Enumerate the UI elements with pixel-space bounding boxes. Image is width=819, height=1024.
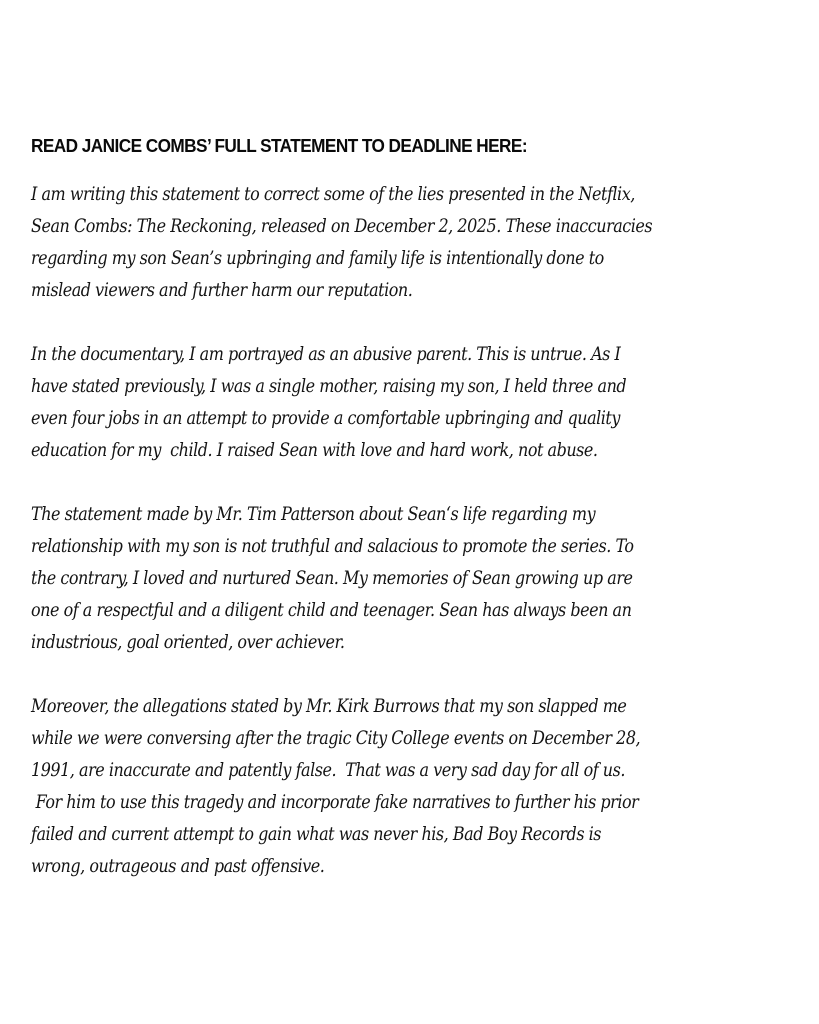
paragraph-line: one of a respectful and a diligent child and teenager. Sean has always been an	[31, 600, 632, 621]
paragraph-line: I am writing this statement to correct some of the lies presented in the Netflix,	[31, 184, 635, 205]
paragraph-documentary	[31, 339, 801, 467]
statement-heading: READ JANICE COMBS’ FULL STATEMENT TO DEADLINE HERE:	[31, 135, 528, 156]
paragraph-line: while we were conversing after the tragic City College events on December 28,	[31, 728, 641, 749]
paragraph-line: Sean Combs: The Reckoning, released on December 2, 2025. These inaccuracies	[31, 216, 653, 237]
paragraph-line: Moreover, the allegations stated by Mr. Kirk Burrows that my son slapped me	[31, 696, 627, 717]
paragraph-patterson	[31, 499, 801, 659]
paragraph-line: In the documentary, I am portrayed as an abusive parent. This is untrue. As I	[31, 344, 621, 365]
paragraph-line: For him to use this tragedy and incorporate fake narratives to further his prior	[31, 792, 639, 813]
paragraph-line: The statement made by Mr. Tim Patterson about Sean‘s life regarding my	[31, 504, 596, 525]
paragraph-line: industrious, goal oriented, over achiever.	[31, 632, 345, 653]
paragraph-intro	[31, 179, 801, 307]
paragraph-line: mislead viewers and further harm our reputation.	[31, 280, 413, 301]
statement-document	[31, 134, 801, 915]
paragraph-line: relationship with my son is not truthful and salacious to promote the series. To	[31, 536, 634, 557]
paragraph-line: 1991, are inaccurate and patently false. That was a very sad day for all of us.	[31, 760, 625, 781]
paragraph-line: failed and current attempt to gain what was never his, Bad Boy Records is	[31, 824, 602, 845]
paragraph-line: education for my child. I raised Sean with love and hard work, not abuse.	[31, 440, 598, 461]
paragraph-line: have stated previously, I was a single mother, raising my son, I held three and	[31, 376, 627, 397]
paragraph-line: regarding my son Sean’s upbringing and family life is intentionally done to	[31, 248, 604, 269]
paragraph-line: wrong, outrageous and past offensive.	[31, 856, 325, 877]
paragraph-burrows	[31, 691, 801, 883]
paragraph-line: even four jobs in an attempt to provide a comfortable upbringing and quality	[31, 408, 620, 429]
paragraph-line: the contrary, I loved and nurtured Sean. My memories of Sean growing up are	[31, 568, 633, 589]
